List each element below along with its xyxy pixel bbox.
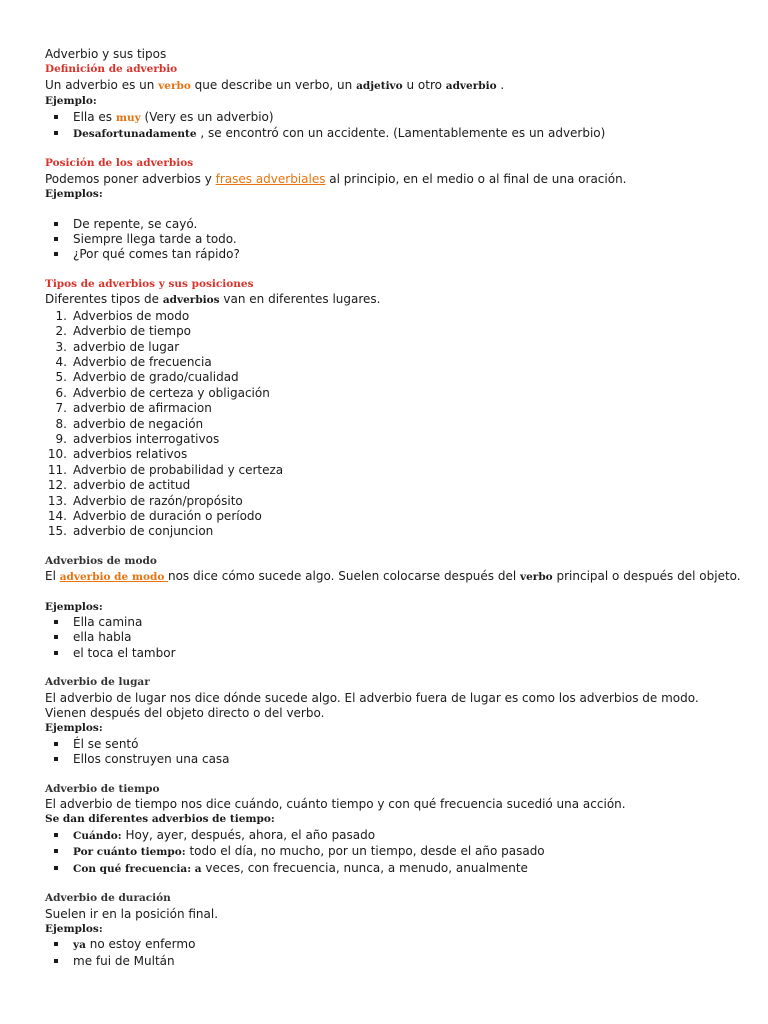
types-list-item [45,417,745,432]
duracion-paragraph: Suelen ir en la posición final. [45,906,219,921]
tiempo-sublabel: Se dan diferentes adverbios de tiempo: [45,813,275,826]
square-bullet-icon [54,115,58,119]
list-item [45,737,745,752]
list-item-text: Ella camina [73,615,143,629]
list-item-text: adverbio de conjuncion [73,524,214,539]
list-number: 1. [55,308,67,323]
list-item [45,646,745,661]
list-item-text: Adverbio de razón/propósito [73,493,243,508]
keyword-adverbio: adverbio [445,79,497,92]
list-number: 14. [47,508,67,523]
text-span: (Very es un adverbio) [140,109,274,124]
keyword-cuando: Cuándo: [73,829,122,842]
adverbio-de-modo-link[interactable]: adverbio de modo [59,571,168,584]
example-label: Ejemplo: [45,95,97,108]
text-span: que describe un verbo, un [190,77,357,92]
list-item [45,937,745,953]
list-item-text: Adverbio de probabilidad y certeza [73,462,284,477]
text-span: Ella es [73,109,116,124]
section-heading-modo: Adverbios de modo [45,554,157,567]
document-page [45,47,745,969]
list-item [45,615,745,630]
posicion-paragraph [45,172,745,187]
list-item-text: Adverbio de duración o período [73,508,262,523]
types-list-item [45,432,745,447]
types-list-item [45,386,745,401]
list-number: 13. [47,493,67,508]
example-list [45,110,745,143]
list-item [45,752,745,767]
definition-paragraph [45,78,745,94]
list-number: 2. [55,324,67,339]
list-number: 10. [47,447,67,462]
square-bullet-icon [54,222,58,226]
example-label: Ejemplos: [45,722,103,735]
list-item-text: el toca el tambor [73,645,176,660]
list-item-text: Adverbio de tiempo [73,324,192,339]
text-span: Diferentes tipos de [45,292,163,307]
text-span: al principio, en el medio o al final de una oración. [325,171,627,186]
list-number: 15. [47,524,67,539]
keyword-con-que-frecuencia: Con qué frecuencia: a [73,862,202,875]
square-bullet-icon [54,620,58,624]
lugar-paragraph: El adverbio de lugar nos dice dónde sucede algo. El adverbio fuera de lugar es como los adverbios de modo. Vienen después del objeto directo o del verbo. [45,690,699,721]
text-span: no estoy enfermo [85,937,196,952]
keyword-verbo: verbo [158,79,191,92]
square-bullet-icon [54,849,58,853]
text-span: El [45,569,60,584]
modo-paragraph [45,569,745,585]
example-label: Ejemplos: [45,600,103,613]
text-span: u otro [402,77,446,92]
types-list-item [45,463,745,478]
types-list-item [45,524,745,539]
square-bullet-icon [54,866,58,870]
list-item-text: Él se sentó [73,736,139,751]
text-span: todo el día, no mucho, por un tiempo, desde el año pasado [185,844,545,859]
list-number: 8. [55,416,67,431]
text-span: principal o después del objeto. [552,569,741,584]
list-number: 5. [55,370,67,385]
square-bullet-icon [54,742,58,746]
example-list [45,937,745,969]
section-heading-tiempo: Adverbio de tiempo [45,782,160,795]
list-item [45,126,745,142]
list-item-text: De repente, se cayó. [73,216,198,231]
list-item-text: Ellos construyen una casa [73,752,230,767]
types-list-item [45,478,745,493]
list-item-text: Adverbio de grado/cualidad [73,370,239,385]
list-item [45,247,745,262]
list-number: 9. [55,431,67,446]
types-list-item [45,494,745,509]
list-item-text: Siempre llega tarde a todo. [73,232,237,247]
types-list-item [45,309,745,324]
list-item [45,844,745,860]
keyword-adverbios: adverbios [162,294,220,307]
list-item [45,630,745,645]
tipos-paragraph [45,292,745,308]
list-item-text: Adverbio de certeza y obligación [73,385,270,400]
list-number: 12. [47,478,67,493]
types-list-item [45,324,745,339]
types-list-item [45,370,745,385]
frases-adverbiales-link[interactable]: frases adverbiales [215,171,326,186]
text-span: Podemos poner adverbios y [45,171,216,186]
list-item-text: adverbios relativos [73,447,188,462]
square-bullet-icon [54,651,58,655]
text-span: van en diferentes lugares. [219,292,381,307]
list-number: 11. [47,462,67,477]
keyword-adjetivo: adjetivo [356,79,403,92]
list-item-text: ¿Por qué comes tan rápido? [73,247,240,262]
list-number: 3. [55,339,67,354]
list-item [45,954,745,969]
list-item-text: ella habla [73,630,132,645]
square-bullet-icon [54,757,58,761]
tiempo-paragraph: El adverbio de tiempo nos dice cuándo, cuánto tiempo y con qué frecuencia sucedió una acción. [45,797,626,812]
square-bullet-icon [54,635,58,639]
text-span: . [496,77,505,92]
types-numbered-list [45,309,745,540]
square-bullet-icon [54,131,58,135]
section-heading-duracion: Adverbio de duración [45,892,171,905]
list-item-text: adverbio de actitud [73,478,191,493]
list-item-text: adverbios interrogativos [73,431,220,446]
keyword-ya: ya [73,939,86,952]
list-item-text: Adverbios de modo [73,308,190,323]
list-item [45,110,745,126]
text-span: nos dice cómo sucede algo. Suelen colocarse después del [167,569,521,584]
square-bullet-icon [54,237,58,241]
list-item [45,828,745,844]
document-title: Adverbio y sus tipos [45,47,167,61]
section-heading-lugar: Adverbio de lugar [45,676,150,689]
text-span: Un adverbio es un [45,77,159,92]
text-span: , se encontró con un accidente. (Lamentablemente es un adverbio) [196,126,606,141]
square-bullet-icon [54,942,58,946]
list-item [45,232,745,247]
list-item [45,217,745,232]
text-span: Hoy, ayer, después, ahora, el año pasado [121,827,376,842]
square-bullet-icon [54,959,58,963]
keyword-verbo: verbo [520,571,553,584]
example-label: Ejemplos: [45,188,103,201]
types-list-item [45,509,745,524]
square-bullet-icon [54,833,58,837]
types-list-item [45,355,745,370]
types-list-item [45,340,745,355]
example-list [45,217,745,263]
example-label: Ejemplos: [45,922,103,935]
list-item-text: adverbio de negación [73,416,204,431]
list-item [45,861,745,877]
types-list-item [45,401,745,416]
tiempo-list [45,828,745,877]
section-heading-posicion: Posición de los adverbios [45,157,194,170]
list-item-text: Adverbio de frecuencia [73,354,212,369]
square-bullet-icon [54,252,58,256]
example-list [45,615,745,661]
section-heading-definicion: Definición de adverbio [45,63,178,76]
text-span: veces, con frecuencia, nunca, a menudo, anualmente [201,860,528,875]
list-item-text: adverbio de lugar [73,339,180,354]
types-list-item [45,447,745,462]
list-number: 4. [55,354,67,369]
list-item-text: adverbio de afirmacion [73,401,212,416]
list-item-text: me fui de Multán [73,953,175,968]
list-number: 6. [55,385,67,400]
section-heading-tipos: Tipos de adverbios y sus posiciones [45,277,254,290]
keyword-por-cuanto-tiempo: Por cuánto tiempo: [73,846,186,859]
keyword-muy: muy [115,111,141,124]
list-number: 7. [55,401,67,416]
example-list [45,737,745,768]
keyword-desafortunadamente: Desafortunadamente [73,128,197,141]
